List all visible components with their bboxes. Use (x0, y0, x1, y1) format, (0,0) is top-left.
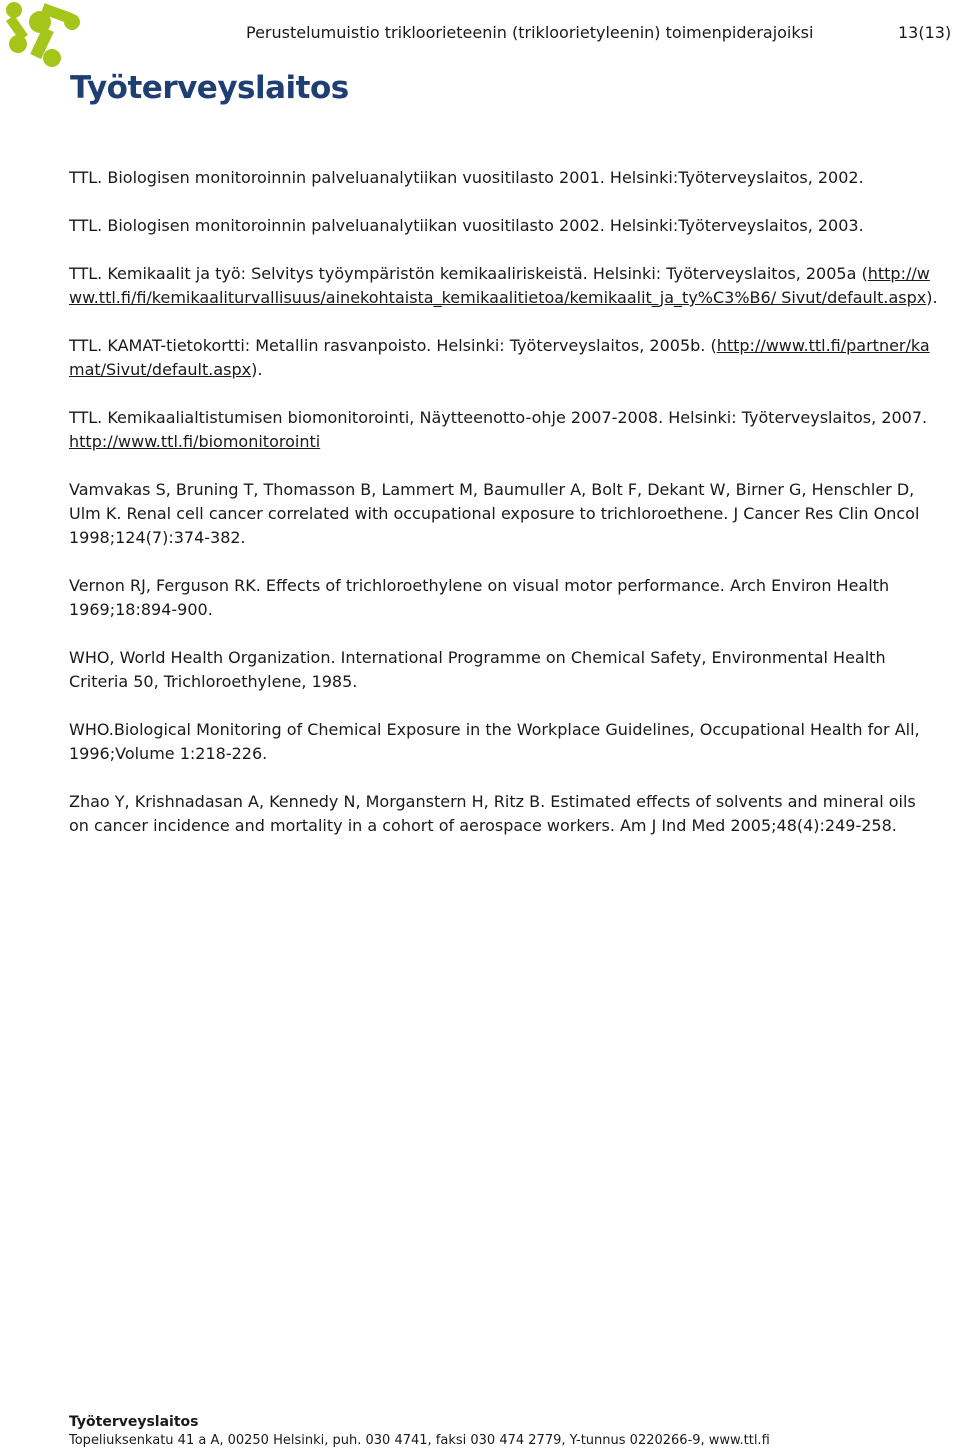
reference-item (69, 262, 939, 310)
reference-link[interactable]: http://www.ttl.fi/biomonitorointi (69, 432, 321, 451)
reference-list (69, 166, 939, 862)
reference-text: TTL. Biologisen monitoroinnin palveluanalytiikan vuositilasto 2001. Helsinki:Työterveyslaitos, 2002. (69, 168, 864, 187)
reference-text: TTL. Kemikaalit ja työ: Selvitys työympäristön kemikaaliriskeistä. Helsinki: Työterveyslaitos, 2005a ( (69, 264, 868, 283)
reference-item (69, 214, 939, 238)
page-number: 13(13) (898, 23, 952, 42)
footer-organization: Työterveyslaitos (69, 1414, 199, 1430)
reference-item (69, 334, 939, 382)
reference-text: Zhao Y, Krishnadasan A, Kennedy N, Morganstern H, Ritz B. Estimated effects of solvents and mineral oils on cancer incidence and mortality in a cohort of aerospace workers. Am J Ind Med 2005;48(4):249-258. (69, 792, 916, 835)
ttl-logo (6, 2, 349, 112)
reference-text: Vamvakas S, Bruning T, Thomasson B, Lammert M, Baumuller A, Bolt F, Dekant W, Birner G, Henschler D, Ulm K. Renal cell cancer correlated with occupational exposure to trichloroethene. J Cancer Res Clin Oncol 1998;124(7):374-382. (69, 480, 920, 547)
logo-wordmark: Työterveyslaitos (70, 70, 349, 106)
reference-text: Vernon RJ, Ferguson RK. Effects of trichloroethylene on visual motor performance. Arch Environ Health 1969;18:894-900. (69, 576, 890, 619)
reference-text: TTL. Biologisen monitoroinnin palveluanalytiikan vuositilasto 2002. Helsinki:Työterveyslaitos, 2003. (69, 216, 864, 235)
reference-link[interactable]: http://www.ttl.fi/fi/kemikaaliturvallisuus/ainekohtaista_kemikaalitietoa/kemikaalit_ja_ty%C3%B6/ Sivut/default.aspx (69, 264, 930, 307)
reference-text: WHO.Biological Monitoring of Chemical Exposure in the Workplace Guidelines, Occupational Health for All, 1996;Volume 1:218-226. (69, 720, 920, 763)
reference-tail: ). (926, 288, 938, 307)
reference-item (69, 790, 939, 838)
reference-item (69, 718, 939, 766)
reference-item (69, 406, 939, 454)
reference-text: TTL. Kemikaalialtistumisen biomonitorointi, Näytteenotto-ohje 2007-2008. Helsinki: Työterveyslaitos, 2007. (69, 408, 928, 427)
reference-item (69, 574, 939, 622)
reference-item (69, 166, 939, 190)
reference-text: TTL. KAMAT-tietokortti: Metallin rasvanpoisto. Helsinki: Työterveyslaitos, 2005b. ( (69, 336, 717, 355)
ttl-logo-mark-icon (6, 2, 86, 72)
reference-tail: ). (251, 360, 263, 379)
document-title: Perustelumuistio trikloorieteenin (trikloorietyleenin) toimenpiderajoiksi (246, 23, 814, 42)
reference-link[interactable]: http://www.ttl.fi/partner/kamat/Sivut/default.aspx (69, 336, 930, 379)
reference-text: WHO, World Health Organization. International Programme on Chemical Safety, Environmental Health Criteria 50, Trichloroethylene, 1985. (69, 648, 886, 691)
reference-item (69, 478, 939, 550)
reference-item (69, 646, 939, 694)
footer-address: Topeliuksenkatu 41 a A, 00250 Helsinki, puh. 030 4741, faksi 030 474 2779, Y-tunnus 0220266-9, www.ttl.fi (69, 1433, 770, 1448)
page-footer (69, 1412, 770, 1450)
